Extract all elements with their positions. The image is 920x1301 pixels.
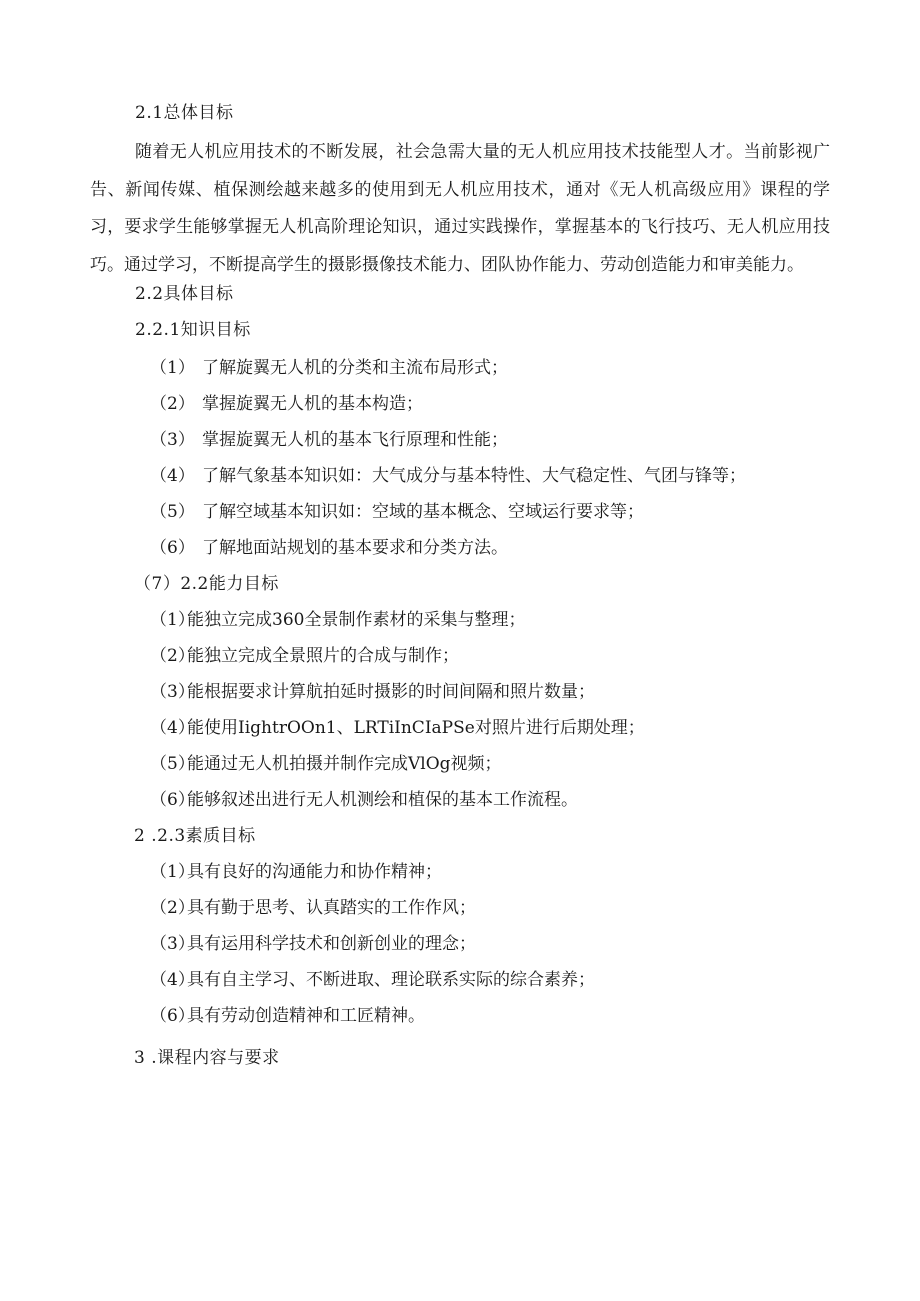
section-2-2-3-title: 2 .2.3素质目标 [134, 826, 256, 846]
section-2-2-1-title: 2.2.1知识目标 [135, 320, 251, 340]
item-text: 具有良好的沟通能力和协作精神； [187, 862, 442, 882]
item-number: （2） [150, 898, 195, 918]
item-number: （6） [150, 1006, 195, 1026]
item-number: （1） [150, 610, 195, 630]
item-text: 具有劳动创造精神和工匠精神。 [187, 1006, 425, 1026]
item-text: 了解空域基本知识如：空域的基本概念、空域运行要求等； [202, 502, 644, 522]
item-text: 能根据要求计算航拍延时摄影的时间间隔和照片数量； [187, 682, 595, 702]
item-text: 具有勤于思考、认真踏实的工作作风； [187, 898, 476, 918]
item-number: （4） [150, 718, 195, 738]
ability-item [150, 681, 595, 703]
item-text: 能独立完成全景照片的合成与制作； [187, 646, 459, 666]
item-text: 掌握旋翼无人机的基本构造； [202, 394, 423, 414]
section-2-2-title: 2.2具体目标 [135, 284, 234, 304]
item-number: （6） [150, 790, 195, 810]
ability-item [150, 609, 525, 631]
item-text: 能独立完成360全景制作素材的采集与整理； [187, 610, 526, 630]
item-number: （2） [150, 394, 195, 414]
ability-item [150, 753, 502, 775]
knowledge-item [150, 537, 508, 559]
quality-item [150, 933, 476, 955]
section-2-1-title: 2.1总体目标 [135, 103, 234, 123]
item-number: （1） [150, 862, 195, 882]
item-text: 了解旋翼无人机的分类和主流布局形式； [202, 358, 508, 378]
item-text: 能通过无人机拍摄并制作完成VlOg视频； [187, 754, 502, 774]
item-number: （5） [150, 502, 195, 522]
section-2-2-2-title: （7）2.2能力目标 [134, 574, 279, 594]
item-number: （3） [150, 934, 195, 954]
section-2-1-body: 随着无人机应用技术的不断发展，社会急需大量的无人机应用技术技能型人才。当前影视广告、新闻传媒、植保测绘越来越多的使用到无人机应用技术，通对《无人机高级应用》课程的学习，要求学生能够掌握无人机高阶理论知识，通过实践操作，掌握基本的飞行技巧、无人机应用技巧。通过学习，不断提高学生的摄影摄像技术能力、团队协作能力、劳动创造能力和审美能力。 [90, 142, 830, 275]
item-number: （3） [150, 682, 195, 702]
item-text: 能够叙述出进行无人机测绘和植保的基本工作流程。 [187, 790, 578, 810]
item-number: （5） [150, 754, 195, 774]
item-text: 具有运用科学技术和创新创业的理念； [187, 934, 476, 954]
item-number: （4） [150, 466, 195, 486]
quality-item [150, 861, 442, 883]
item-number: （1） [150, 358, 195, 378]
knowledge-item [150, 501, 644, 523]
item-text: 能使用IightrOOn1、LRTiInCIaPSe对照片进行后期处理； [187, 718, 645, 738]
item-text: 掌握旋翼无人机的基本飞行原理和性能； [202, 430, 508, 450]
item-number: （2） [150, 646, 195, 666]
item-number: （3） [150, 430, 195, 450]
section-3-title: 3 .课程内容与要求 [134, 1048, 280, 1068]
knowledge-item [150, 357, 508, 379]
item-number: （6） [150, 538, 195, 558]
item-text: 了解地面站规划的基本要求和分类方法。 [202, 538, 508, 558]
quality-item [150, 897, 476, 919]
knowledge-item [150, 429, 508, 451]
item-number: （4） [150, 970, 195, 990]
quality-item [150, 1005, 425, 1027]
ability-item [150, 645, 459, 667]
quality-item [150, 969, 595, 991]
knowledge-item [150, 393, 423, 415]
knowledge-item [150, 465, 746, 487]
ability-item [150, 789, 578, 811]
ability-item [150, 717, 645, 739]
item-text: 具有自主学习、不断进取、理论联系实际的综合素养； [187, 970, 595, 990]
item-text: 了解气象基本知识如：大气成分与基本特性、大气稳定性、气团与锋等； [202, 466, 746, 486]
